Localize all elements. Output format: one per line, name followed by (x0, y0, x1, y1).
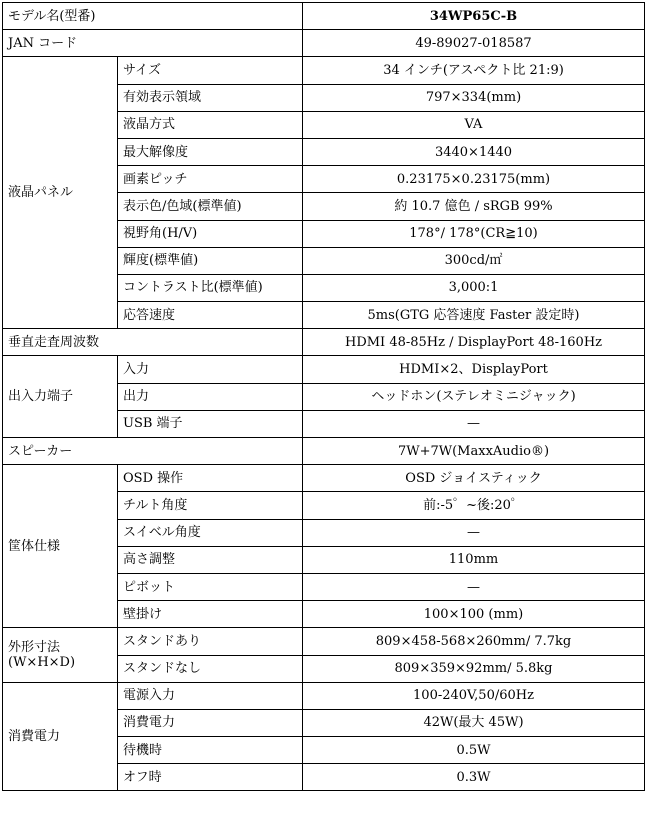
spec-value: HDMI×2、DisplayPort (303, 356, 645, 383)
spec-value: OSD ジョイスティック (303, 465, 645, 492)
spec-label: 最大解像度 (118, 138, 303, 165)
spec-label: JAN コード (3, 30, 303, 57)
spec-label: スイベル角度 (118, 519, 303, 546)
spec-value: 110mm (303, 546, 645, 573)
spec-label: 輝度(標準値) (118, 247, 303, 274)
spec-label: OSD 操作 (118, 465, 303, 492)
spec-value: 0.5W (303, 737, 645, 764)
table-row (3, 57, 645, 84)
table-row (3, 329, 645, 356)
spec-label: 出力 (118, 383, 303, 410)
spec-label: 液晶方式 (118, 111, 303, 138)
spec-label: 垂直走査周波数 (3, 329, 303, 356)
spec-value: 7W+7W(MaxxAudio®) (303, 438, 645, 465)
spec-value: 100-240V,50/60Hz (303, 682, 645, 709)
spec-label: 電源入力 (118, 682, 303, 709)
spec-value: 34 インチ(アスペクト比 21:9) (303, 57, 645, 84)
spec-label: USB 端子 (118, 410, 303, 437)
spec-table (2, 2, 645, 791)
spec-label: 表示色/色域(標準値) (118, 193, 303, 220)
spec-value: ヘッドホン(ステレオミニジャック) (303, 383, 645, 410)
spec-category: 出入力端子 (3, 356, 118, 438)
spec-value: — (303, 410, 645, 437)
spec-label: 壁掛け (118, 601, 303, 628)
table-row (3, 356, 645, 383)
spec-value: 100×100 (mm) (303, 601, 645, 628)
spec-value: — (303, 519, 645, 546)
spec-value: 809×359×92mm/ 5.8kg (303, 655, 645, 682)
spec-label: オフ時 (118, 764, 303, 791)
spec-label: サイズ (118, 57, 303, 84)
spec-label: スタンドなし (118, 655, 303, 682)
spec-value: — (303, 573, 645, 600)
spec-label: 高さ調整 (118, 546, 303, 573)
spec-value: 前:-5゜~後:20゜ (303, 492, 645, 519)
spec-label: コントラスト比(標準値) (118, 274, 303, 301)
spec-value: 約 10.7 億色 / sRGB 99% (303, 193, 645, 220)
spec-label: 消費電力 (118, 709, 303, 736)
spec-label: スピーカー (3, 438, 303, 465)
table-row (3, 438, 645, 465)
spec-value: 178°/ 178°(CR≧10) (303, 220, 645, 247)
spec-value: 809×458-568×260mm/ 7.7kg (303, 628, 645, 655)
spec-label: 画素ピッチ (118, 166, 303, 193)
spec-label: ピボット (118, 573, 303, 600)
spec-value: 42W(最大 45W) (303, 709, 645, 736)
spec-label: 視野角(H/V) (118, 220, 303, 247)
table-row (3, 3, 645, 30)
table-row (3, 628, 645, 655)
spec-value: 0.23175×0.23175(mm) (303, 166, 645, 193)
spec-label: スタンドあり (118, 628, 303, 655)
spec-value: 3440×1440 (303, 138, 645, 165)
spec-label: モデル名(型番) (3, 3, 303, 30)
spec-label: 応答速度 (118, 302, 303, 329)
spec-value: 34WP65C-B (303, 3, 645, 30)
spec-label: チルト角度 (118, 492, 303, 519)
table-row (3, 30, 645, 57)
spec-label: 有効表示領域 (118, 84, 303, 111)
spec-value: 5ms(GTG 応答速度 Faster 設定時) (303, 302, 645, 329)
spec-category: 消費電力 (3, 682, 118, 791)
spec-category: 液晶パネル (3, 57, 118, 329)
table-row (3, 465, 645, 492)
spec-value: VA (303, 111, 645, 138)
spec-label: 入力 (118, 356, 303, 383)
spec-category: 筐体仕様 (3, 465, 118, 628)
spec-label: 待機時 (118, 737, 303, 764)
spec-value: HDMI 48-85Hz / DisplayPort 48-160Hz (303, 329, 645, 356)
spec-value: 0.3W (303, 764, 645, 791)
spec-value: 797×334(mm) (303, 84, 645, 111)
table-row (3, 682, 645, 709)
spec-value: 49-89027-018587 (303, 30, 645, 57)
spec-value: 3,000:1 (303, 274, 645, 301)
spec-category: 外形寸法 (W×H×D) (3, 628, 118, 682)
spec-table-body (3, 3, 645, 791)
spec-value: 300cd/㎡ (303, 247, 645, 274)
